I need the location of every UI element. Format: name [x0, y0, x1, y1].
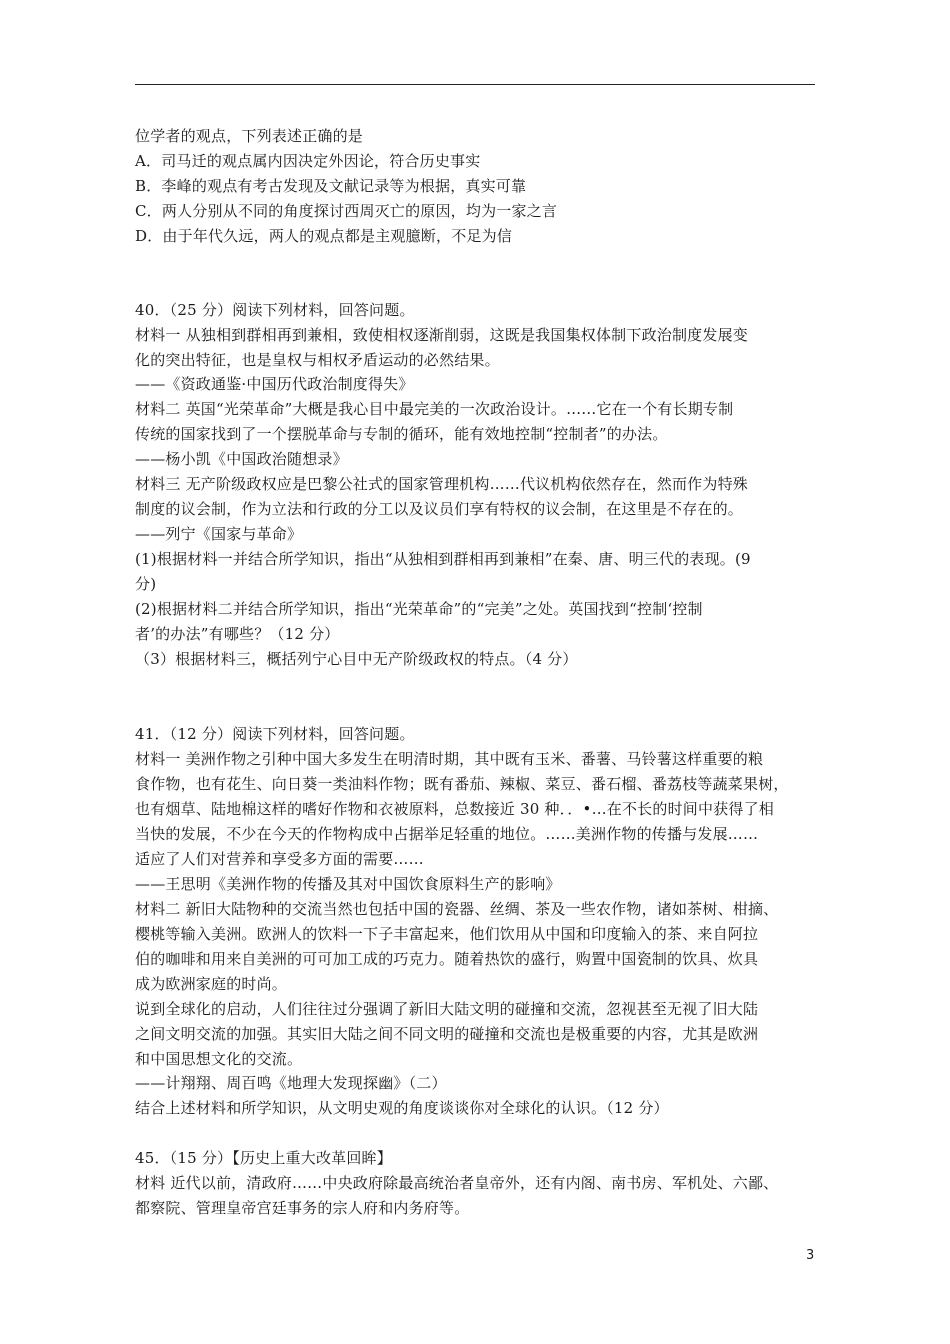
- q41-material2-line: 材料二 新旧大陆物种的交流当然也包括中国的瓷器、丝绸、茶及一些农作物，诸如茶树、柑摘、: [135, 900, 779, 918]
- q40-material3-source: ——列宁《国家与革命》: [135, 525, 303, 543]
- page-number: 3: [806, 1248, 815, 1263]
- q40-material2-source: ——杨小凯《中国政治随想录》: [135, 450, 348, 468]
- q41-material2-source: ——计翔翔、周百鸣《地理大发现探幽》（二）: [135, 1074, 447, 1092]
- q40-question-line: 者’的办法”有哪些？（12 分）: [135, 625, 340, 643]
- q39-stem-tail: 位学者的观点，下列表述正确的是: [135, 127, 364, 145]
- q40-material1-line: 材料一 从独相到群相再到兼相，致使相权逐渐削弱，这既是我国集权体制下政治制度发展变: [135, 326, 748, 344]
- q40-heading: 40．（25 分）阅读下列材料，回答问题。: [135, 301, 415, 319]
- q41-material2-line: 樱桃等输入美洲。欧洲人的饮料一下子丰富起来，他们饮用从中国和印度输入的茶、来自阿拉: [135, 925, 759, 943]
- q41-material2-line: 之间文明交流的加强。其实旧大陆之间不同文明的碰撞和交流也是极重要的内容，尤其是欧洲: [135, 1025, 759, 1043]
- q40-material3-line: 材料三 无产阶级政权应是巴黎公社式的国家管理机构……代议机构依然存在，然而作为特殊: [135, 475, 748, 493]
- q45-heading: 45．（15 分）【历史上重大改革回眸】: [135, 1149, 392, 1167]
- q41-material1-line: 适应了人们对营养和享受多方面的需要……: [135, 850, 424, 868]
- q40-material1-line: 化的突出特征，也是皇权与相权矛盾运动的必然结果。: [135, 351, 500, 369]
- q40-material2-line: 材料二 英国“光荣革命”大概是我心目中最完美的一次政治设计。……它在一个有长期专制: [135, 400, 734, 418]
- q39-option-a: A．司马迁的观点属内因决定外因论，符合历史事实: [135, 152, 481, 170]
- q41-heading: 41．（12 分）阅读下列材料，回答问题。: [135, 725, 415, 743]
- q41-material2-line: 和中国思想文化的交流。: [135, 1050, 303, 1068]
- q40-material3-line: 制度的议会制，作为立法和行政的分工以及议员们享有特权的议会制，在这里是不存在的。: [135, 500, 744, 518]
- q40-question-line: (1)根据材料一并结合所学知识，指出“从独相到群相再到兼相”在秦、唐、明三代的表现。(9: [135, 550, 751, 568]
- q41-material1-line: 也有烟草、陆地棉这样的嗜好作物和衣被原料，总数接近 30 种．．•…在不长的时间中获得了相: [135, 800, 774, 818]
- q40-material2-line: 传统的国家找到了一个摆脱革命与专制的循环，能有效地控制“控制者”的办法。: [135, 425, 668, 443]
- q39-option-b: B．李峰的观点有考古发现及文献记录等为根据，真实可靠: [135, 177, 527, 195]
- q40-material1-source: ——《资政通鉴·中国历代政治制度得失》: [135, 375, 414, 393]
- q41-material2-line: 说到全球化的启动，人们往往过分强调了新旧大陆文明的碰撞和交流，忽视甚至无视了旧大陆: [135, 1000, 759, 1018]
- q41-question: 结合上述材料和所学知识，从文明史观的角度谈谈你对全球化的认识。（12 分）: [135, 1099, 669, 1117]
- q41-material2-line: 成为欧洲家庭的时尚。: [135, 975, 288, 993]
- q40-question-line: （3）根据材料三，概括列宁心目中无产阶级政权的特点。（4 分）: [135, 650, 578, 668]
- q41-material1-line: 食作物，也有花生、向日葵一类油料作物；既有番茄、辣椒、菜豆、番石榴、番荔枝等蔬菜果树，: [135, 775, 789, 793]
- q40-question-line: 分): [135, 575, 157, 593]
- q39-option-d: D．由于年代久远，两人的观点都是主观臆断，不足为信: [135, 227, 513, 245]
- header-rule: [135, 84, 815, 85]
- q41-material1-line: 材料一 美洲作物之引种中国大多发生在明清时期，其中既有玉米、番薯、马铃薯这样重要的粮: [135, 750, 764, 768]
- q45-material-line: 材料 近代以前，清政府……中央政府除最高统治者皇帝外，还有内阁、南书房、军机处、六鄙、: [135, 1174, 779, 1192]
- q45-material-line: 都察院、管理皇帝宫廷事务的宗人府和内务府等。: [135, 1199, 470, 1217]
- q41-material2-line: 伯的咖啡和用来自美洲的可可加工成的巧克力。随着热饮的盛行，购置中国瓷制的饮具、炊具: [135, 950, 759, 968]
- q40-question-line: (2)根据材料二并结合所学知识，指出“光荣革命”的“完美”之处。英国找到“控制‘控制: [135, 600, 703, 618]
- q39-option-c: C．两人分别从不同的角度探讨西周灭亡的原因，均为一家之言: [135, 202, 558, 220]
- q41-material1-line: 当快的发展，不少在今天的作物构成中占据举足轻重的地位。……美洲作物的传播与发展……: [135, 825, 759, 843]
- q41-material1-source: ——王思明《美洲作物的传播及其对中国饮食原料生产的影响》: [135, 875, 561, 893]
